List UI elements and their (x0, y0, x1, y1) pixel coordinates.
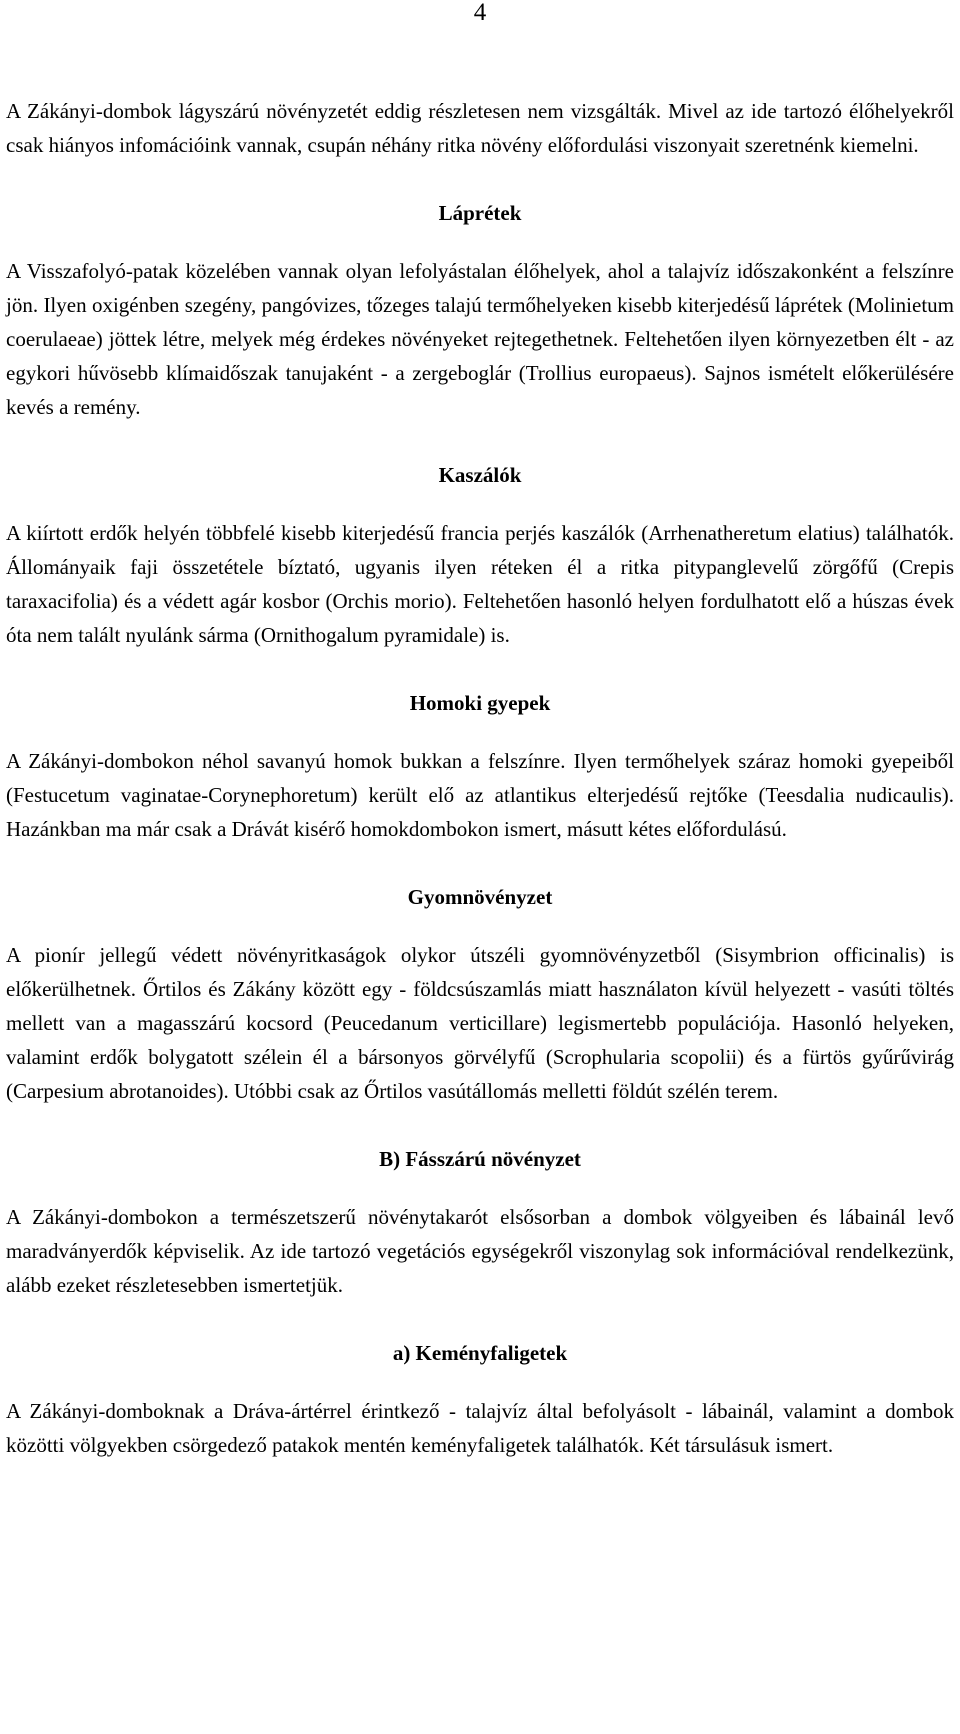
fasszaru-paragraph: A Zákányi-dombokon a természetszerű növénytakarót elsősorban a dombok völgyeiben és lábainál levő maradványerdők képviselik. Az ide tartozó vegetációs egységekről viszonylag sok információval rendelkezünk, alább ezeket részletesebben ismertetjük. (6, 1205, 954, 1297)
heading-kaszalok: Kaszálók (438, 463, 522, 487)
gyomnovenyzet-paragraph: A pionír jellegű védett növényritkaságok olykor útszéli gyomnövényzetből (Sisymbrion officinalis) is előkerülhetnek. Őrtilos és Zákány között egy - földcsúszamlás miatt használaton kívül helyezett - vasúti töltés mellett van a magasszárú kocsord (Peucedanum verticillare) legismertebb populációja. Hasonló helyeken, valamint erdők bolygatott szélein él a bársonyos görvélyfű (Scrophularia scopolii) és a fürtös gyűrűvirág (Carpesium abrotanoides). Utóbbi csak az Őrtilos vasútállomás melletti földút szélén terem. (6, 943, 954, 1103)
homoki-gyepek-paragraph: A Zákányi-dombokon néhol savanyú homok bukkan a felszínre. Ilyen termőhelyek száraz homoki gyepeiből (Festucetum vaginatae-Corynephoretum) került elő az atlantikus elterjedésű rejtőke (Teesdalia nudicaulis). Hazánkban ma már csak a Drávát kisérő homokdombokon ismert, másutt kétes előfordulású. (6, 749, 954, 841)
kaszalok-paragraph: A kiírtott erdők helyén többfelé kisebb kiterjedésű francia perjés kaszálók (Arrhenatheretum elatius) találhatók. Állományaik faji összetétele bíztató, ugyanis ilyen réteken él a ritka pitypanglevelű zörgőfű (Crepis taraxacifolia) és a védett agár kosbor (Orchis morio). Feltehetően hasonló helyen fordulhatott elő a húszas évek óta nem talált nyulánk sárma (Ornithogalum pyramidale) is. (6, 521, 954, 647)
lapretek-paragraph: A Visszafolyó-patak közelében vannak olyan lefolyástalan élőhelyek, ahol a talajvíz időszakonként a felszínre jön. Ilyen oxigénben szegény, pangóvizes, tőzeges talajú termőhelyeken kisebb kiterjedésű láprétek (Molinietum coerulaeae) jöttek létre, melyek még érdekes növényeket rejtegethetnek. Feltehetően ilyen környezetben élt - az egykori hűvösebb klímaidőszak tanujaként - a zergeboglár (Trollius europaeus). Sajnos ismételt előkerülésére kevés a remény. (6, 259, 954, 419)
intro-paragraph: A Zákányi-dombok lágyszárú növényzetét eddig részletesen nem vizsgálták. Mivel az ide tartozó élőhelyekről csak hiányos infomációink vannak, csupán néhány ritka növény előfordulási viszonyait szeretnénk kiemelni. (6, 99, 954, 157)
document-body (6, 94, 954, 1462)
heading-homoki-gyepek: Homoki gyepek (409, 691, 551, 715)
heading-lapretek: Láprétek (438, 201, 522, 225)
kemenyfaligetek-paragraph: A Zákányi-domboknak a Dráva-ártérrel érintkező - talajvíz által befolyásolt - lábainál, valamint a dombok közötti völgyekben csörgedező patakok mentén keményfaligetek találhatók. Két társulásuk ismert. (6, 1399, 954, 1457)
heading-kemenyfaligetek: a) Keményfaligetek (392, 1341, 568, 1365)
heading-fasszaru-novenyzet: B) Fásszárú növényzet (379, 1147, 581, 1171)
heading-gyomnovenyzet: Gyomnövényzet (407, 885, 553, 909)
page-number: 4 (473, 0, 487, 26)
